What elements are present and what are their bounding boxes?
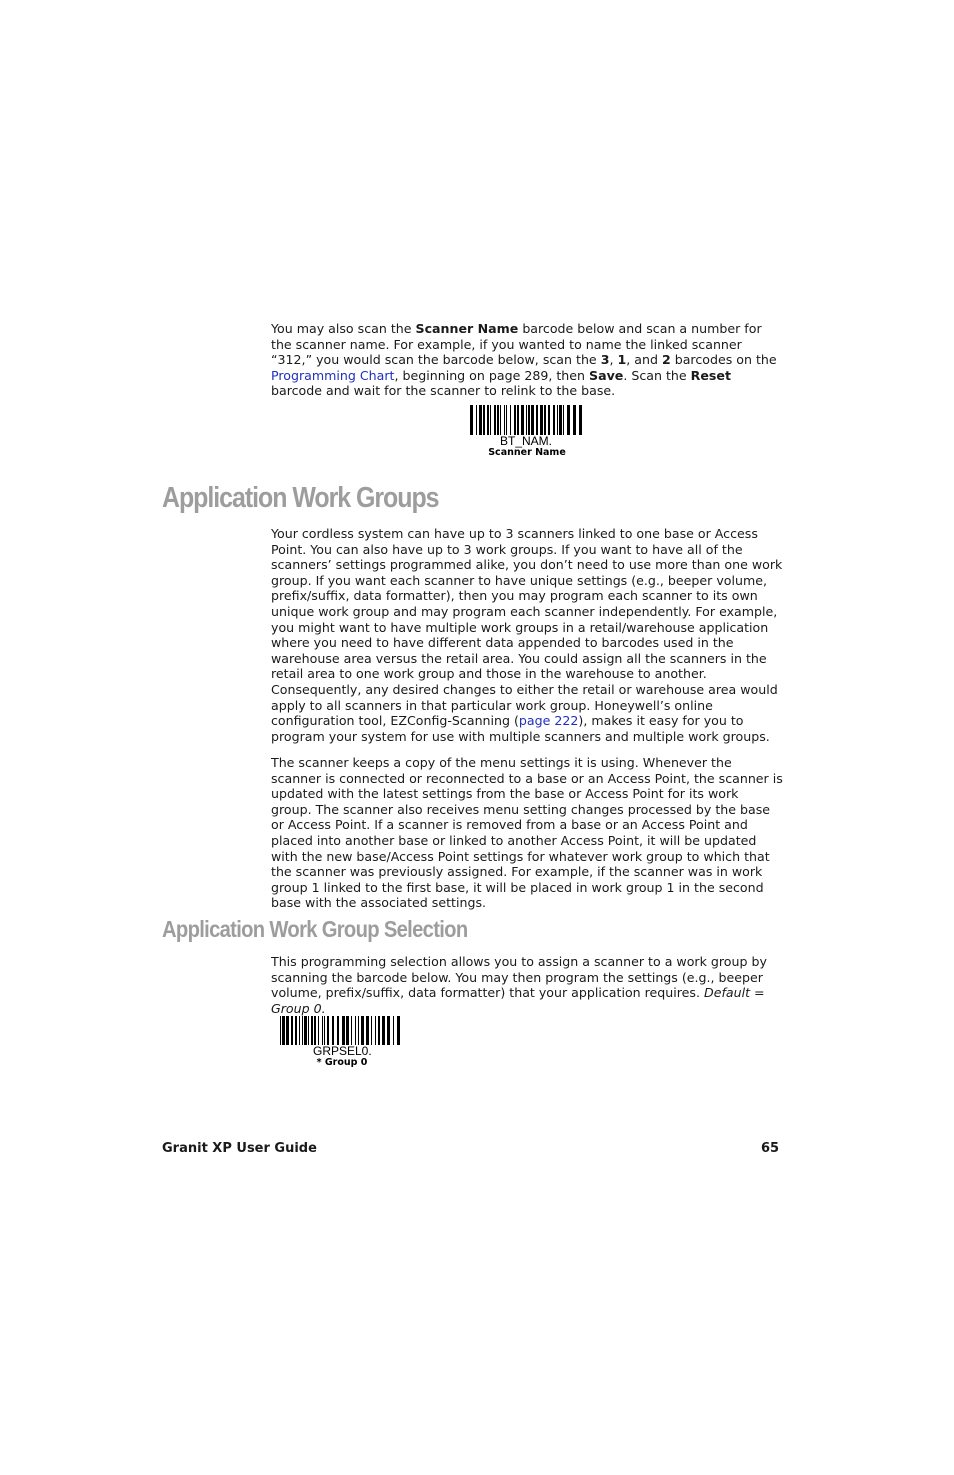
barcode-bar: [302, 1016, 303, 1045]
barcode-bar: [500, 405, 501, 435]
barcode-bar: [497, 405, 499, 435]
barcode-text: BT_NAM.: [500, 434, 553, 448]
section-title-work-groups: Application Work Groups: [162, 482, 439, 514]
barcode-bar: [346, 1016, 349, 1045]
barcode-bar: [299, 1016, 300, 1045]
barcode-bar: [470, 405, 473, 435]
barcode-bar: [514, 405, 516, 435]
scanner-name-barcode[interactable]: [470, 405, 584, 458]
barcode-bar: [506, 405, 507, 435]
barcode-bar: [531, 405, 534, 435]
barcode-bars: [280, 1016, 404, 1045]
barcode-text: GRPSEL0.: [313, 1044, 372, 1058]
barcode-bar: [479, 405, 482, 435]
barcode-bar: [327, 1016, 329, 1045]
barcode-bar: [517, 405, 519, 435]
barcode-bar: [526, 405, 527, 435]
barcode-bar: [308, 1016, 309, 1045]
barcode-bar: [494, 405, 496, 435]
barcode-bar: [342, 1016, 345, 1045]
barcode-bar: [324, 1016, 325, 1045]
barcode-bar: [378, 1016, 380, 1045]
barcode-bar: [355, 1016, 356, 1045]
barcode-bar: [528, 405, 530, 435]
page-222-link[interactable]: page 222: [518, 713, 579, 729]
barcode-bar: [521, 405, 524, 435]
barcode-bar: [567, 405, 570, 435]
footer-page-number: 65: [761, 1141, 780, 1156]
barcode-bar: [504, 405, 505, 435]
barcode-caption: Scanner Name: [488, 447, 566, 458]
work-groups-paragraph-1: Your cordless system can have up to 3 scanners linked to one base or Access Point. You can also have up to 3 work groups. If you want to have all of the scanners’ settings programmed alike, you don’t need to use more than one work group. If you want each scanner to have unique settings (e.g., beeper volume, prefix/suffix, data formatter), then you may program each scanner to its own unique work group and may program each scanner independently. For example, you might want to have multiple work groups in a retail/warehouse application where you need to have different data appended to barcodes used in the warehouse area versus the retail area. You could assign all the scanners in the retail area to one work group and those in the warehouse to another. Consequently, any desired changes to either the retail or warehouse area would apply to all scanners in that particular work group. Honeywell’s online configuration tool, EZConfig-Scanning (page 222), makes it easy for you to program your system for use with multiple scanners and multiple work groups.: [271, 526, 783, 744]
barcode-bar: [563, 405, 564, 435]
barcode-bar: [375, 1016, 376, 1045]
barcode-bar: [358, 1016, 359, 1045]
barcode-bar: [382, 1016, 385, 1045]
barcode-bar: [573, 405, 576, 435]
barcode-bar: [311, 1016, 313, 1045]
barcode-caption: * Group 0: [316, 1057, 368, 1068]
intro-paragraph: You may also scan the Scanner Name barcode below and scan a number for the scanner name. For example, if you wanted to name the linked scanner “312,” you would scan the barcode below, scan the 3, 1, and 2 barcodes on the Programming Chart, beginning on page 289, then Save. Scan the Reset barcode and wait for the scanner to relink to the base.: [271, 321, 777, 399]
work-group-selection-paragraph: This programming selection allows you to assign a scanner to a work group by scanning the barcode below. You may then program the settings (e.g., beeper volume, prefix/suffix, data formatter) that your application requires. Default = Group 0.: [271, 954, 767, 1016]
barcode-bar: [371, 1016, 372, 1045]
barcode-bar: [322, 1016, 323, 1045]
barcode-bar: [557, 405, 558, 435]
barcode-bar: [295, 1016, 297, 1045]
barcode-bar: [544, 405, 546, 435]
barcode-bar: [536, 405, 538, 435]
barcode-bar: [337, 1016, 339, 1045]
barcode-bar: [579, 405, 582, 435]
barcode-bar: [483, 405, 485, 435]
footer-guide-title: Granit XP User Guide: [162, 1141, 317, 1156]
barcode-bar: [282, 1016, 285, 1045]
barcode-bar: [476, 405, 477, 435]
programming-chart-link[interactable]: Programming Chart: [271, 367, 395, 383]
group-0-barcode[interactable]: [280, 1016, 404, 1068]
barcode-bar: [332, 1016, 334, 1045]
barcode-bar: [286, 1016, 289, 1045]
barcode-bar: [490, 405, 491, 435]
barcode-bar: [361, 1016, 364, 1045]
barcode-bar: [559, 405, 562, 435]
barcode-bar: [280, 1016, 281, 1045]
barcode-bar: [314, 1016, 316, 1045]
barcode-bar: [387, 1016, 390, 1045]
barcode-bar: [553, 405, 555, 435]
barcode-bar: [540, 405, 543, 435]
barcode-bar: [393, 1016, 394, 1045]
barcode-bar: [318, 1016, 319, 1045]
barcode-bars: [470, 405, 584, 435]
barcode-bar: [510, 405, 511, 435]
barcode-bar: [487, 405, 489, 435]
work-groups-paragraph-2: The scanner keeps a copy of the menu settings it is using. Whenever the scanner is connected or reconnected to a base or an Access Point, the scanner is updated with the latest settings from the base or Access Point for its work group. The scanner also receives menu setting changes processed by the base or Access Point. If a scanner is removed from a base or an Access Point and placed into another base or linked to another Access Point, it will be updated with the new base/Access Point settings for whatever work group to which that the scanner was previously assigned. For example, if the scanner was in work group 1 linked to the first base, it will be placed in work group 1 in the second base with the associated settings.: [271, 755, 783, 911]
barcode-bar: [304, 1016, 307, 1045]
barcode-bar: [548, 405, 550, 435]
barcode-bar: [291, 1016, 293, 1045]
barcode-bar: [351, 1016, 352, 1045]
section-title-work-group-selection: Application Work Group Selection: [162, 916, 468, 942]
barcode-bar: [397, 1016, 400, 1045]
barcode-bar: [366, 1016, 369, 1045]
